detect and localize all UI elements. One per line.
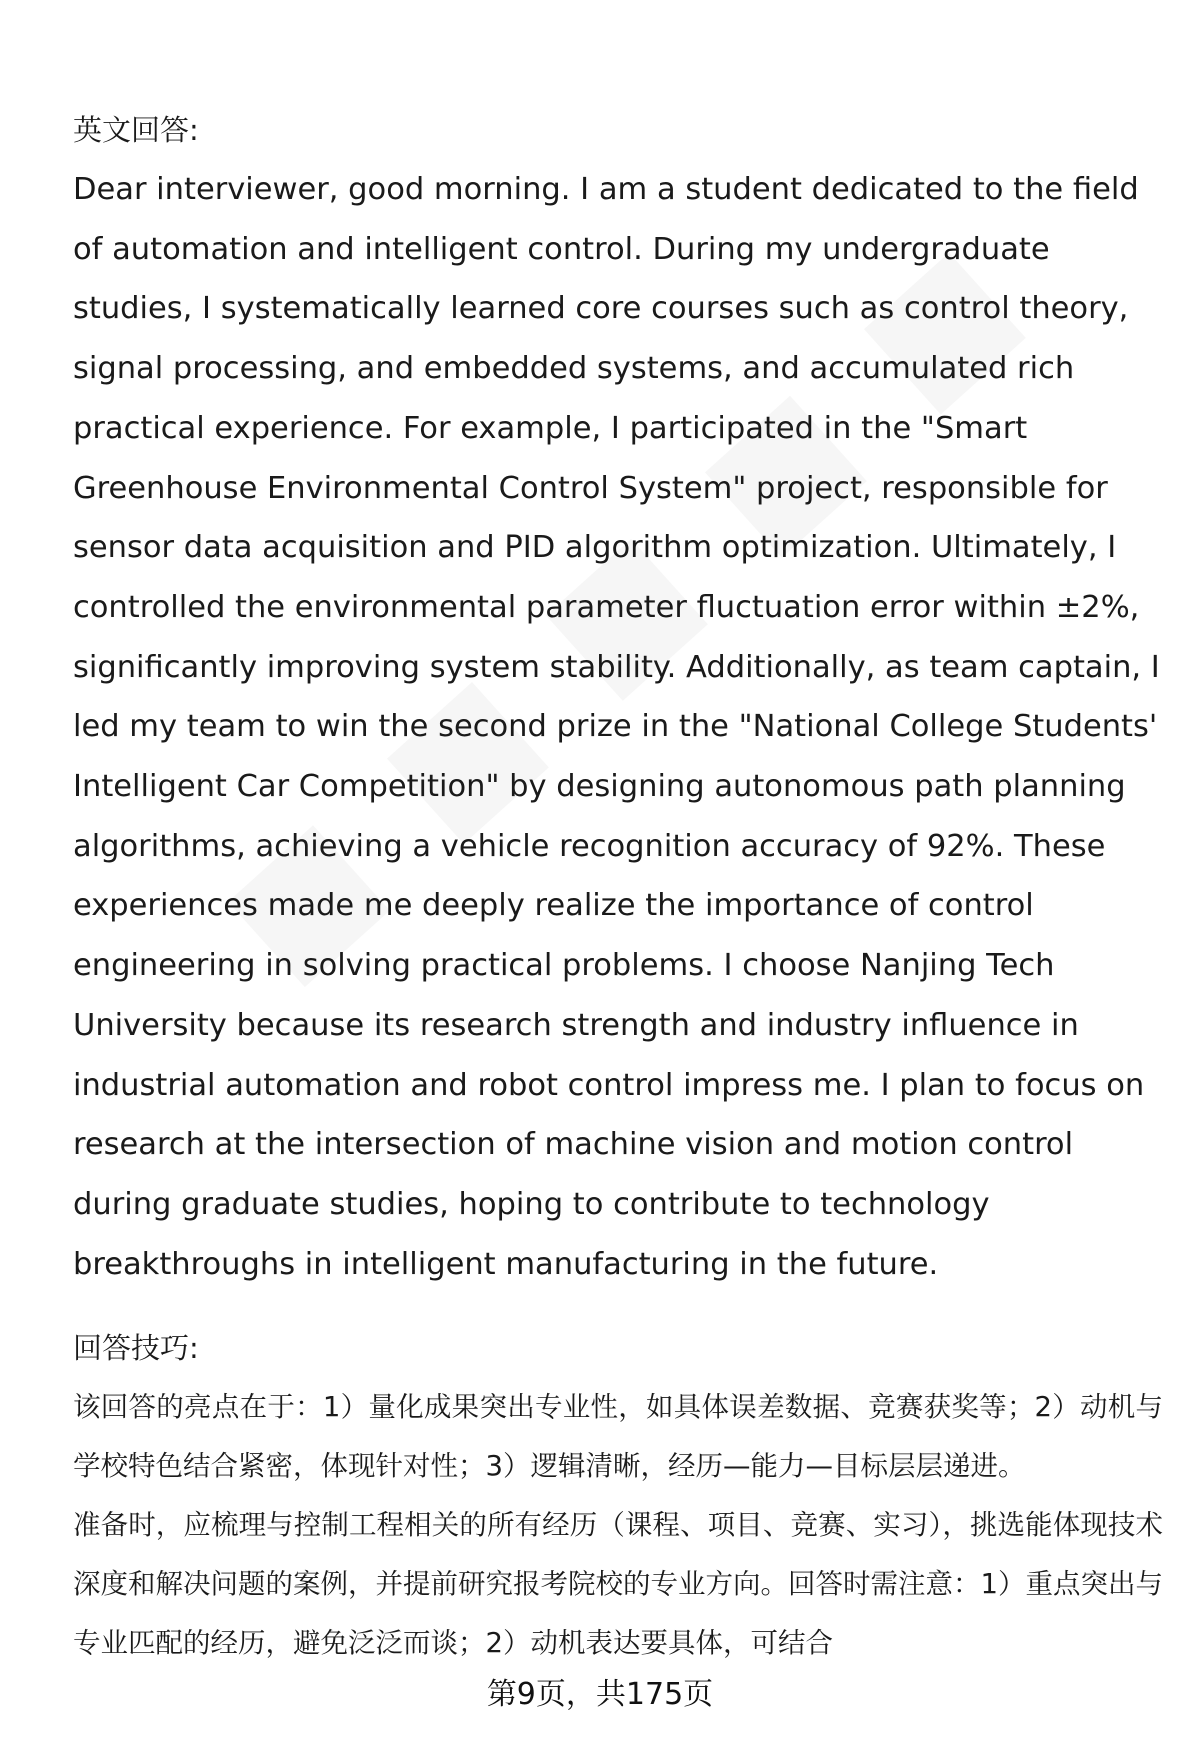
english-answer-text: Dear interviewer, good morning. I am a student dedicated to the field of automation and intelligent control. During my undergraduate studies, I systematically learned core courses such as control theory, signal processing, and embedded systems, and accumulated rich practical experience. For example, I participated in the "Smart Greenhouse Environmental Control System" project, responsible for sensor data acquisition and PID algorithm optimization. Ultimately, I controlled the environmental parameter fluctuation error within ±2%, significantly improving system stability. Additionally, as team captain, I led my team to win the second prize in the "National College Students' Intelligent Car Competition" by designing autonomous path planning algorithms, achieving a vehicle recognition accuracy of 92%. These experiences made me deeply realize the importance of control engineering in solving practical problems. I choose Nanjing Tech University because its research strength and industry influence in industrial automation and robot control impress me. I plan to focus on research at the intersection of machine vision and motion control during graduate studies, hoping to contribute to technology breakthroughs in intelligent manufacturing in the future.	[73, 172, 1160, 1282]
tips-paragraph-preparation: 准备时，应梳理与控制工程相关的所有经历（课程、项目、竞赛、实习），挑选能体现技术深度和解决问题的案例，并提前研究报考院校的专业方向。回答时需注意：1）重点突出与专业匹配的经历，避免泛泛而谈；2）动机表达要具体，可结合	[73, 1509, 1163, 1660]
answer-label: 英文回答:	[73, 113, 199, 147]
page-content	[73, 100, 1163, 1673]
section-gap	[73, 1294, 1163, 1318]
tips-paragraph-highlights: 该回答的亮点在于：1）量化成果突出专业性，如具体误差数据、竞赛获奖等；2）动机与学校特色结合紧密，体现针对性；3）逻辑清晰，经历—能力—目标层层递进。	[73, 1391, 1163, 1483]
page-number-footer: 第9页，共175页	[486, 1677, 714, 1712]
tips-label: 回答技巧:	[73, 1331, 199, 1366]
